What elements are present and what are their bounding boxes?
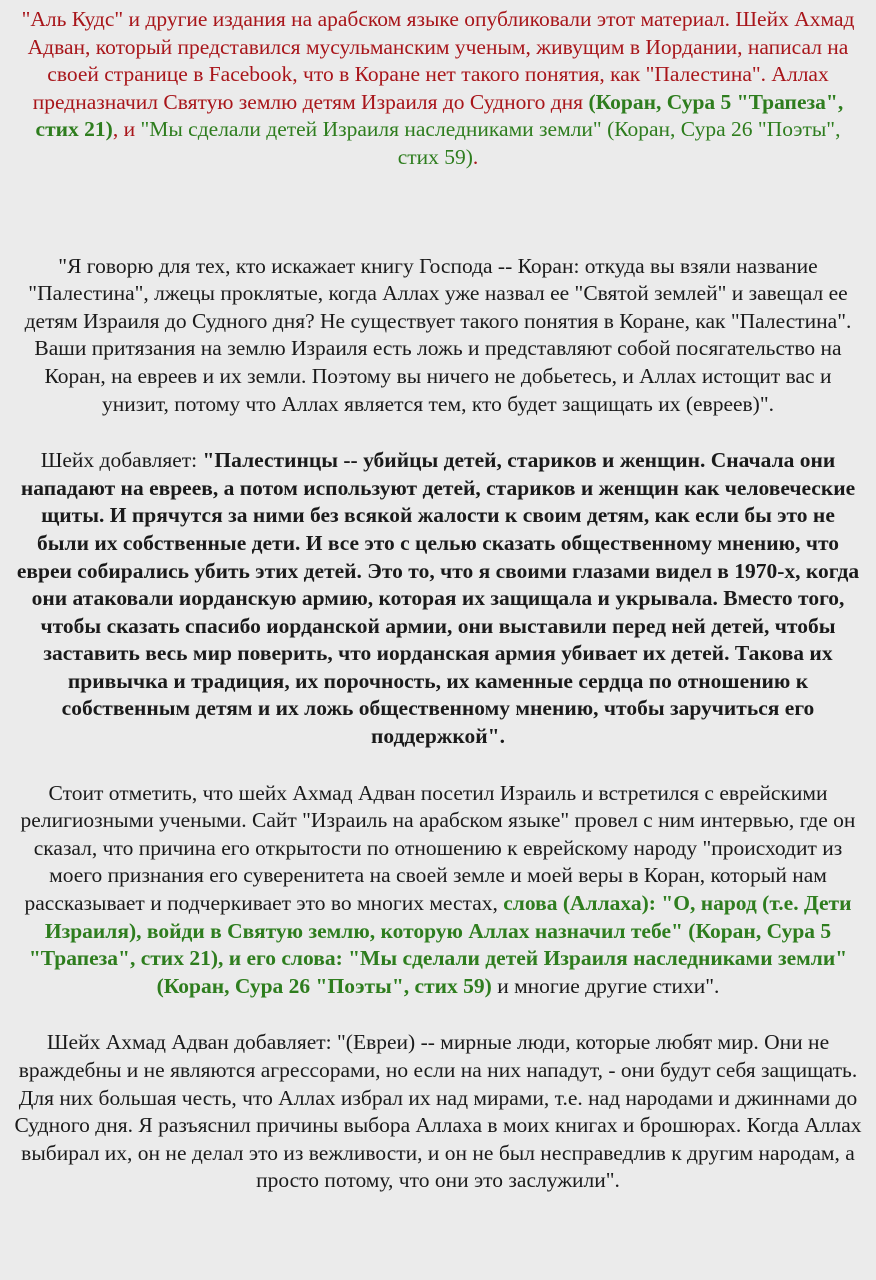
peaceful-text: Шейх Ахмад Адван добавляет: "(Евреи) -- мирные люди, которые любят мир. Они не враждебны и не являются агрессорами, но если на них нападут, - они будут себя защищать. Для них большая честь, что Аллах избрал их над мирами, т.е. над народами и джиннами до Судного дня. Я разъяснил причины выбора Аллаха в моих книгах и брошюрах. Когда Аллах выбирал их, он не делал это из вежливости, и он не был несправедлив к другим народам, а просто потому, что они это заслужили". bbox=[14, 1030, 862, 1193]
paragraph-intro bbox=[14, 6, 862, 172]
sheikh-adds-intro: Шейх добавляет: bbox=[40, 448, 203, 473]
intro-connector: , и bbox=[112, 117, 141, 142]
intro-end: . bbox=[472, 144, 479, 169]
visit-text-end: и многие другие стихи". bbox=[491, 973, 720, 998]
paragraph-sheikh-adds bbox=[14, 447, 862, 751]
quran-citation-5-21: (Коран, Сура 5 "Трапеза", стих 21) bbox=[35, 89, 844, 142]
paragraph-visit bbox=[14, 780, 862, 1001]
quran-verses-quote: слова (Аллаха): "О, народ (т.е. Дети Израиля), войди в Святую землю, которую Аллах назначил тебе" (Коран, Сура 5 "Трапеза", стих 21), и его слова: "Мы сделали детей Израиля наследниками земли" (Коран, Сура 26 "Поэты", стих 59) bbox=[28, 891, 852, 998]
intro-text: "Аль Кудс" и другие издания на арабском языке опубликовали этот материал. Шейх Ахмад Адван, который представился мусульманским ученым, живущим в Иордании, написал на своей странице в Facebook, что в Коране нет такого понятия, как "Палестина". Аллах предназначил Святую землю детям Израиля до Судного дня bbox=[21, 7, 855, 114]
visit-text: Стоит отметить, что шейх Ахмад Адван посетил Израиль и встретился с еврейскими религиозными учеными. Сайт "Израиль на арабском языке" провел с ним интервью, где он сказал, что причина его открытости по отношению к еврейскому народу "происходит из моего признания его суверенитета на своей земле и моей веры в Коран, который нам рассказывает и подчеркивает это во многих местах, bbox=[20, 780, 856, 916]
paragraph-quote bbox=[14, 253, 862, 419]
quote-text: "Я говорю для тех, кто искажает книгу Господа -- Коран: откуда вы взяли название "Палестина", лжецы проклятые, когда Аллах уже назвал ее "Святой землей" и завещал ее детям Израиля до Судного дня? Не существует такого понятия в Коране, как "Палестина". Ваши притязания на землю Израиля есть ложь и представляют собой посягательство на Коран, на евреев и их земли. Поэтому вы ничего не добьетесь, и Аллах истощит вас и унизит, потому что Аллах является тем, кто будет защищать их (евреев)". bbox=[24, 253, 852, 416]
quran-quote-26-59: "Мы сделали детей Израиля наследниками земли" (Коран, Сура 26 "Поэты", стих 59) bbox=[140, 117, 841, 169]
paragraph-peaceful bbox=[14, 1029, 862, 1195]
sheikh-bold-quote: "Палестинцы -- убийцы детей, стариков и женщин. Сначала они нападают на евреев, а потом используют детей, стариков и женщин как человеческие щиты. И прячутся за ними без всякой жалости к своим детям, как если бы это не были их собственные дети. И все это с целью сказать общественному мнению, что евреи собирались убить этих детей. Это то, что я своими глазами видел в 1970-х, когда они атаковали иорданскую армию, которая их защищала и укрывала. Вместо того, чтобы сказать спасибо иорданской армии, они выставили перед ней детей, чтобы заставить весь мир поверить, что иорданская армия убивает их детей. Такова их привычка и традиция, их порочность, их каменные сердца по отношению к собственным детям и их ложь общественному мнению, чтобы заручиться его поддержкой". bbox=[16, 448, 860, 749]
